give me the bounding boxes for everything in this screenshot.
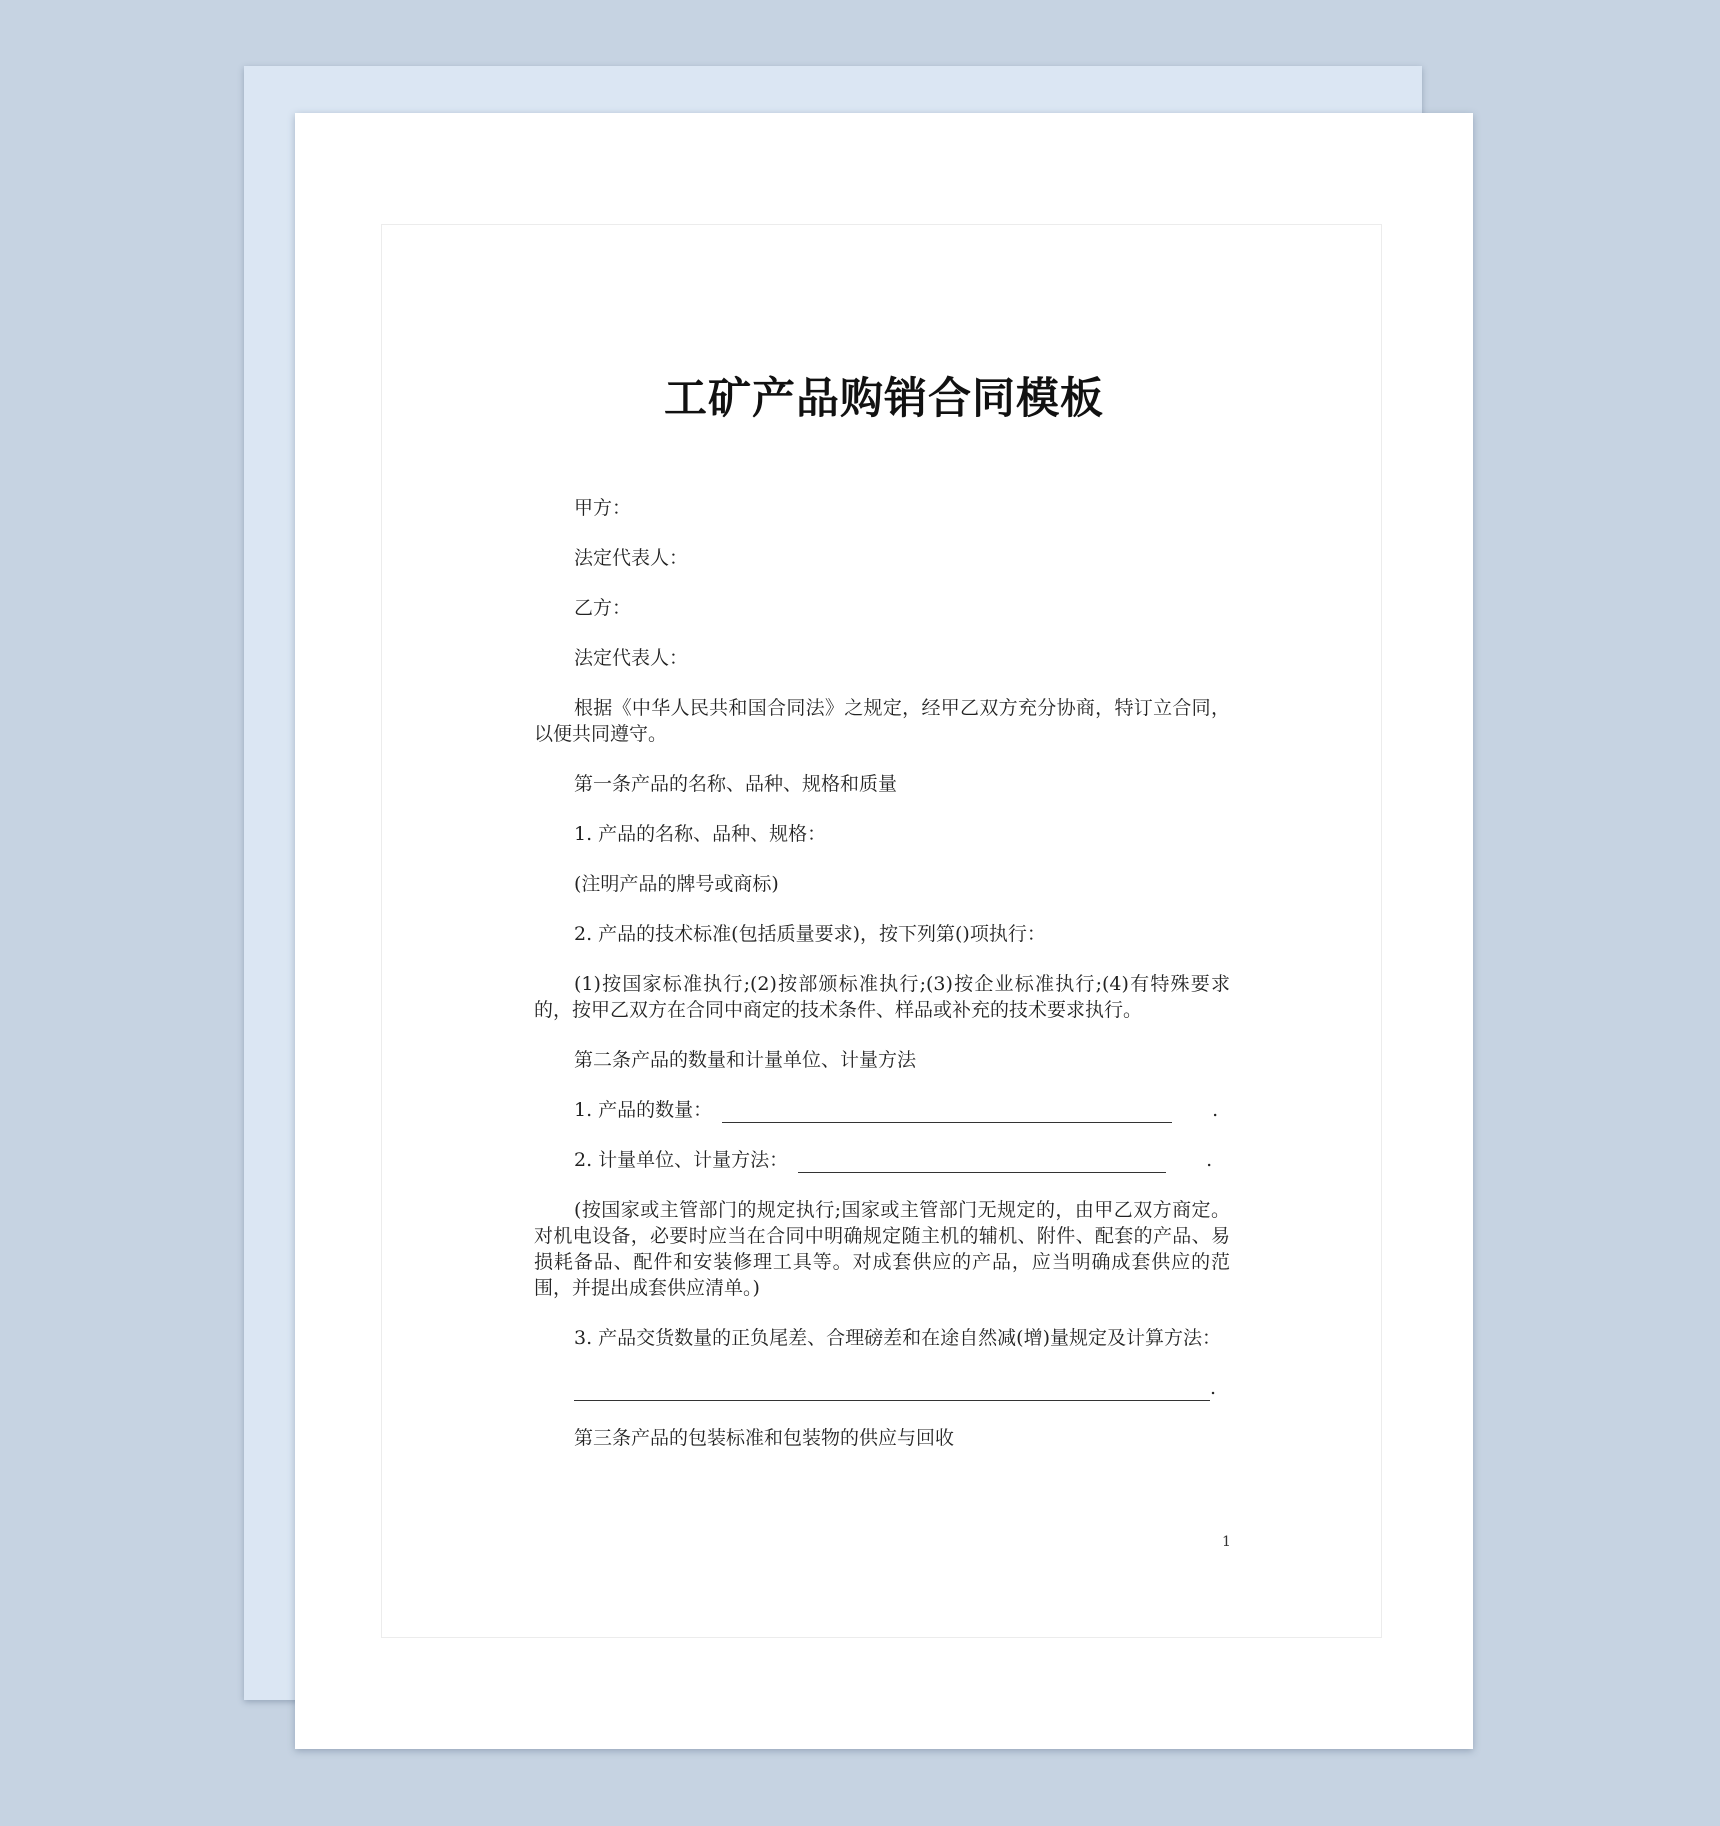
- article-2-item-3: 3. 产品交货数量的正负尾差、合理磅差和在途自然减(增)量规定及计算方法：: [574, 1327, 1221, 1349]
- tolerance-period: .: [1210, 1377, 1217, 1399]
- party-b-label: 乙方：: [574, 597, 632, 619]
- article-1-item-1: 1. 产品的名称、品种、规格：: [574, 823, 827, 845]
- quantity-blank-line: [722, 1104, 1172, 1123]
- article-2-heading: 第二条产品的数量和计量单位、计量方法: [574, 1049, 917, 1071]
- measurement-period: .: [1206, 1149, 1213, 1171]
- measurement-label: 2. 计量单位、计量方法：: [574, 1149, 789, 1171]
- article-3-heading: 第三条产品的包装标准和包装物的供应与回收: [574, 1427, 955, 1449]
- article-2-item-1: [534, 1097, 1230, 1123]
- quantity-period: .: [1212, 1099, 1219, 1121]
- preamble-paragraph: 根据《中华人民共和国合同法》之规定，经甲乙双方充分协商，特订立合同，以便共同遵守。: [534, 697, 1230, 745]
- article-1-heading: 第一条产品的名称、品种、规格和质量: [574, 773, 898, 795]
- article-2-item-3-blank: [574, 1375, 1230, 1401]
- party-a-label: 甲方：: [574, 497, 632, 519]
- tolerance-blank-line: [574, 1382, 1210, 1401]
- party-a-representative-label: 法定代表人：: [574, 547, 689, 569]
- article-2-item-2: [534, 1147, 1230, 1173]
- document-page: [295, 113, 1473, 1749]
- article-1-note: (注明产品的牌号或商标): [574, 873, 779, 895]
- measurement-blank-line: [798, 1154, 1166, 1173]
- article-1-item-2: 2. 产品的技术标准(包括质量要求)，按下列第()项执行：: [574, 923, 1046, 945]
- quantity-label: 1. 产品的数量：: [574, 1099, 713, 1121]
- document-body: [534, 495, 1230, 1475]
- article-2-note: (按国家或主管部门的规定执行;国家或主管部门无规定的，由甲乙双方商定。对机电设备，必要时应当在合同中明确规定随主机的辅机、附件、配套的产品、易损耗备品、配件和安装修理工具等。对成套供应的产品，应当明确成套供应的范围，并提出成套供应清单。): [534, 1199, 1230, 1299]
- party-b-representative-label: 法定代表人：: [574, 647, 689, 669]
- article-1-standards-list: (1)按国家标准执行;(2)按部颁标准执行;(3)按企业标准执行;(4)有特殊要求的，按甲乙双方在合同中商定的技术条件、样品或补充的技术要求执行。: [534, 973, 1230, 1021]
- document-title: 工矿产品购销合同模板: [664, 374, 1104, 424]
- page-number: 1: [1222, 1534, 1231, 1550]
